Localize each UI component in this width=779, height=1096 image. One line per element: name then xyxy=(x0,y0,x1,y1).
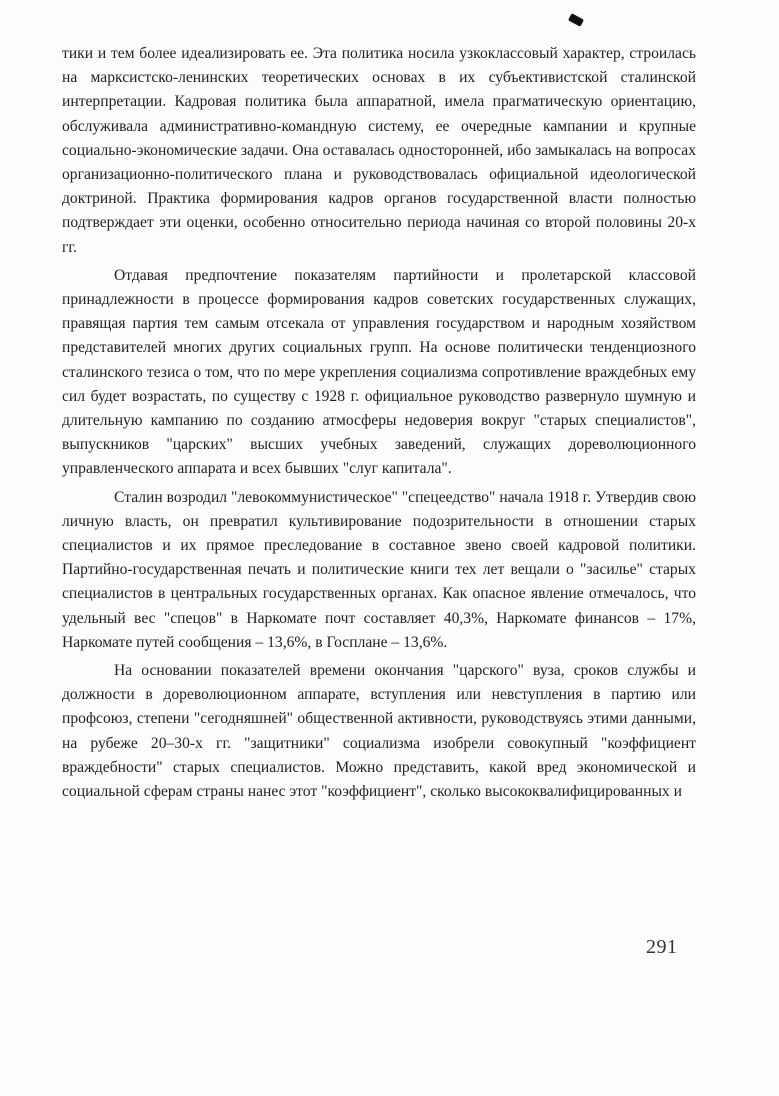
scan-artifact-mark xyxy=(568,13,584,27)
paragraph-2: Отдавая предпочтение показателям партийности и пролетарской классовой принадлежности в процессе формирования кадров советских государственных служащих, правящая партия тем самым отсекала от управления государством и народным хозяйством представителей многих других социальных групп. На основе политически тенденциозного сталинского тезиса о том, что по мере укрепления социализма сопротивление враждебных ему сил будет возрастать, по существу с 1928 г. официальное руководство развернуло шумную и длительную кампанию по созданию атмосферы недоверия вокруг "старых специалистов", выпускников "царских" высших учебных заведений, служащих дореволюционного управленческого аппарата и всех бывших "слуг капитала". xyxy=(62,266,696,478)
paragraph-1: тики и тем более идеализировать ее. Эта политика носила узкоклассовый характер, строилась на марксистско-ленинских теоретических основах в их субъективистской сталинской интерпретации. Кадровая политика была аппаратной, имела прагматическую ориентацию, обслуживала административно-командную систему, ее очередные кампании и крупные социально-экономические задачи. Она оставалась односторонней, ибо замыкалась на вопросах организационно-политического плана и руководствовалась официальной идеологической доктриной. Практика формирования кадров органов государственной власти полностью подтверждает эти оценки, особенно относительно периода начиная со второй половины 20-х гг. xyxy=(62,45,696,256)
page-number: 291 xyxy=(646,936,678,958)
paragraph-3: Сталин возродил "левокоммунистическое" "спецеедство" начала 1918 г. Утвердив свою личную власть, он превратил культивирование подозрительности в отношении старых специалистов и их прямое преследование в составное звено своей кадровой политики. Партийно-государственная печать и политические книги тех лет вещали о "засилье" старых специалистов в центральных государственных органах. Как опасное явление отмечалось, что удельный вес "спецов" в Наркомате почт составляет 40,3%, Наркомате финансов – 17%, Наркомате путей сообщения – 13,6%, в Госплане – 13,6%. xyxy=(62,488,696,651)
paragraph-4: На основании показателей времени окончания "царского" вуза, сроков службы и должности в дореволюционном аппарате, вступления или невступления в партию или профсоюз, степени "сегодняшней" общественной активности, руководствуясь этими данными, на рубеже 20–30-х гг. "защитники" социализма изобрели совокупный "коэффициент враждебности" старых специалистов. Можно представить, какой вред экономической и социальной сферам страны нанес этот "коэффициент", сколько высококвалифицированных и xyxy=(62,662,696,801)
body-text xyxy=(62,42,696,808)
